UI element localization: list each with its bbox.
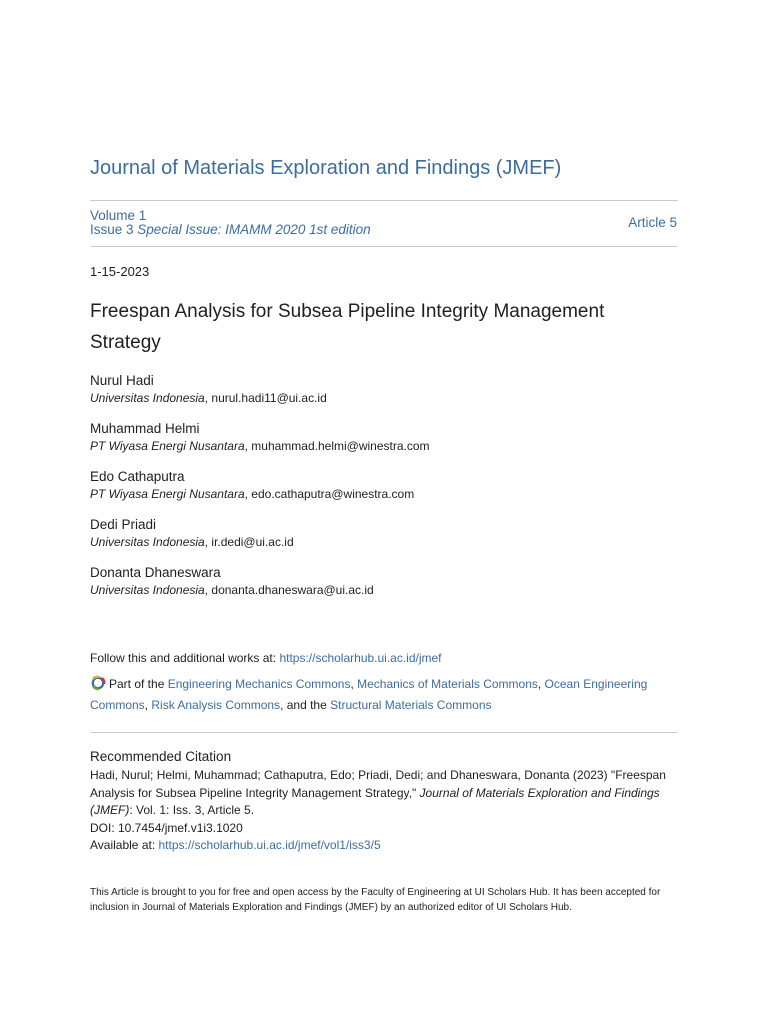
author-email: , muhammad.helmi@winestra.com <box>244 439 430 453</box>
access-notice: This Article is brought to you for free and open access by the Faculty of Engineering at UI Scholars Hub. It has been accepted for inclusion in Journal of Materials Exploration and Findings (JMEF) by an authorized editor of UI Scholars Hub. <box>90 887 661 913</box>
affiliation-name: Universitas Indonesia <box>90 391 205 405</box>
sep: , <box>350 677 358 691</box>
divider-citation <box>90 732 678 733</box>
author-entry <box>90 373 430 407</box>
author-list <box>90 373 430 613</box>
volume-link[interactable]: Volume 1 <box>90 208 147 223</box>
author-email: , ir.dedi@ui.ac.id <box>204 535 294 549</box>
author-entry <box>90 517 430 551</box>
author-entry <box>90 469 430 503</box>
follow-prefix: Follow this and additional works at: <box>90 651 280 665</box>
journal-title-link[interactable]: Journal of Materials Exploration and Findings (JMEF) <box>90 157 562 179</box>
publication-date: 1-15-2023 <box>90 264 150 279</box>
citation-journal: Journal of Materials Exploration and Findings (JMEF) <box>90 785 660 817</box>
follow-line <box>90 651 442 665</box>
available-prefix: Available at: <box>90 838 159 852</box>
author-name: Edo Cathaputra <box>90 469 185 484</box>
author-affiliation <box>90 485 430 503</box>
author-name: Dedi Priadi <box>90 517 157 532</box>
citation-volume: : Vol. 1: Iss. 3, Article 5. <box>129 803 255 817</box>
citation-doi: DOI: 10.7454/jmef.v1i3.1020 <box>90 820 243 835</box>
sep: , and the <box>280 698 331 712</box>
follow-url-link[interactable]: https://scholarhub.ui.ac.id/jmef <box>279 651 442 665</box>
author-affiliation <box>90 389 430 407</box>
author-name: Donanta Dhaneswara <box>90 565 221 580</box>
commons-link-ocean-engineering[interactable]: Ocean Engineering Commons <box>90 677 648 712</box>
recommended-citation-heading: Recommended Citation <box>90 749 232 764</box>
commons-link-mechanics-of-materials[interactable]: Mechanics of Materials Commons <box>357 677 538 691</box>
bepress-network-icon <box>90 675 106 691</box>
issue-link[interactable]: Issue 3 Special Issue: IMAMM 2020 1st edition <box>90 222 371 237</box>
article-number-link[interactable]: Article 5 <box>628 215 677 230</box>
author-name: Nurul Hadi <box>90 373 154 388</box>
author-email: , donanta.dhaneswara@ui.ac.id <box>204 583 374 597</box>
part-of-prefix: Part of the <box>109 677 168 691</box>
author-name: Muhammad Helmi <box>90 421 200 436</box>
author-affiliation <box>90 533 430 551</box>
author-email: , edo.cathaputra@winestra.com <box>244 487 415 501</box>
author-entry <box>90 565 430 599</box>
sep: , <box>144 698 152 712</box>
special-issue-label: Special Issue: IMAMM 2020 1st edition <box>137 222 371 237</box>
citation-block <box>90 767 680 855</box>
affiliation-name: PT Wiyasa Energi Nusantara <box>90 487 245 501</box>
volume-issue-block <box>90 209 371 237</box>
author-email: , nurul.hadi11@ui.ac.id <box>204 391 327 405</box>
author-entry <box>90 421 430 455</box>
commons-link-risk-analysis[interactable]: Risk Analysis Commons <box>151 698 281 712</box>
author-affiliation <box>90 581 430 599</box>
divider-bottom <box>90 246 678 247</box>
affiliation-name: Universitas Indonesia <box>90 583 205 597</box>
sep: , <box>537 677 545 691</box>
commons-link-engineering-mechanics[interactable]: Engineering Mechanics Commons <box>167 677 351 691</box>
citation-text: Hadi, Nurul; Helmi, Muhammad; Cathaputra, Edo; Priadi, Dedi; and Dhaneswara, Donanta (2023) "Freespan Analysis for Subsea Pipeline Integrity Management Strategy," <box>90 768 666 800</box>
commons-link-structural-materials[interactable]: Structural Materials Commons <box>330 698 492 712</box>
affiliation-name: Universitas Indonesia <box>90 535 205 549</box>
divider-top <box>90 200 678 201</box>
paper-title: Freespan Analysis for Subsea Pipeline Integrity Management Strategy <box>90 301 605 353</box>
available-url-link[interactable]: https://scholarhub.ui.ac.id/jmef/vol1/iss3/5 <box>158 838 381 852</box>
affiliation-name: PT Wiyasa Energi Nusantara <box>90 439 245 453</box>
author-affiliation <box>90 437 430 455</box>
part-of-line <box>90 674 680 716</box>
